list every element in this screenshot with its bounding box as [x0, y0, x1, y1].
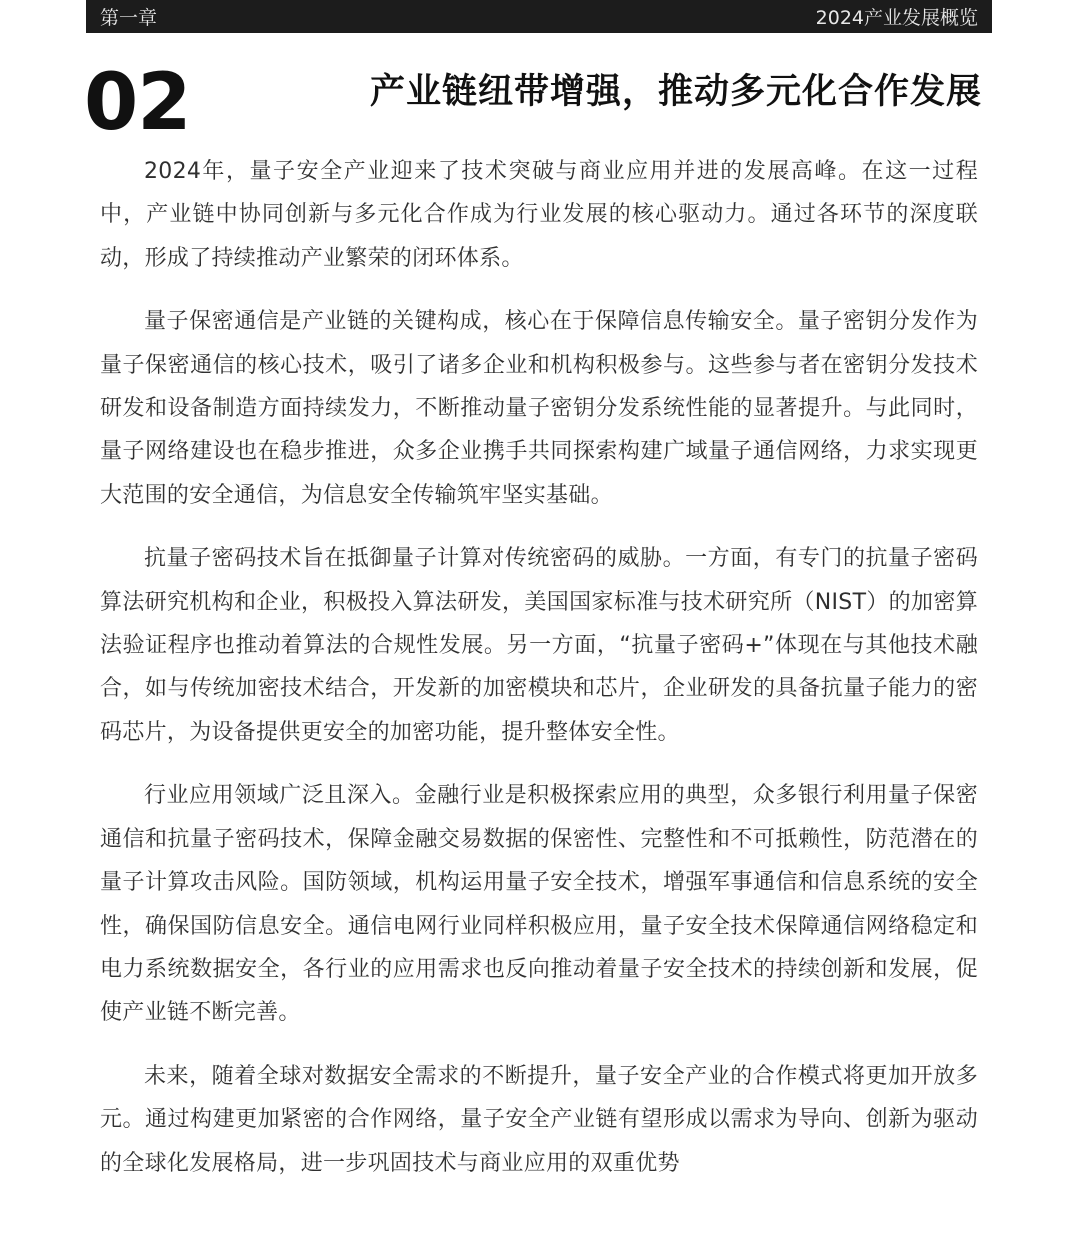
paragraph-industry-applications: 行业应用领域广泛且深入。金融行业是积极探索应用的典型，众多银行利用量子保密通信和抗量子密码技术，保障金融交易数据的保密性、完整性和不可抵赖性，防范潜在的量子计算攻击风险。国防领域，机构运用量子安全技术，增强军事通信和信息系统的安全性，确保国防信息安全。通信电网行业同样积极应用，量子安全技术保障通信网络稳定和电力系统数据安全，各行业的应用需求也反向推动着量子安全技术的持续创新和发展，促使产业链不断完善。: [100, 783, 978, 1026]
paragraph-quantum-communication: 量子保密通信是产业链的关键构成，核心在于保障信息传输安全。量子密钥分发作为量子保密通信的核心技术，吸引了诸多企业和机构积极参与。这些参与者在密钥分发技术研发和设备制造方面持续发力，不断推动量子密钥分发系统性能的显著提升。与此同时，量子网络建设也在稳步推进，众多企业携手共同探索构建广域量子通信网络，力求实现更大范围的安全通信，为信息安全传输筑牢坚实基础。: [100, 309, 978, 508]
chapter-label: 第一章: [100, 7, 158, 29]
paragraph-post-quantum-cryptography: 抗量子密码技术旨在抵御量子计算对传统密码的威胁。一方面，有专门的抗量子密码算法研究机构和企业，积极投入算法研发，美国国家标准与技术研究所（NIST）的加密算法验证程序也推动着算法的合规性发展。另一方面，“抗量子密码+”体现在与其他技术融合，如与传统加密技术结合，开发新的加密模块和芯片，企业研发的具备抗量子能力的密码芯片，为设备提供更安全的加密功能，提升整体安全性。: [100, 546, 978, 745]
page-header-bar: [86, 0, 992, 33]
paragraph-future: 未来，随着全球对数据安全需求的不断提升，量子安全产业的合作模式将更加开放多元。通过构建更加紧密的合作网络，量子安全产业链有望形成以需求为导向、创新为驱动的全球化发展格局，进一步巩固技术与商业应用的双重优势: [100, 1063, 978, 1176]
section-number: 02: [84, 58, 191, 148]
paragraph-intro: 2024年，量子安全产业迎来了技术突破与商业应用并进的发展高峰。在这一过程中，产业链中协同创新与多元化合作成为行业发展的核心驱动力。通过各环节的深度联动，形成了持续推动产业繁荣的闭环体系。: [100, 159, 978, 271]
body-text: [100, 150, 978, 1205]
header-title: 2024产业发展概览: [815, 7, 978, 29]
section-title: 产业链纽带增强，推动多元化合作发展: [369, 72, 982, 112]
